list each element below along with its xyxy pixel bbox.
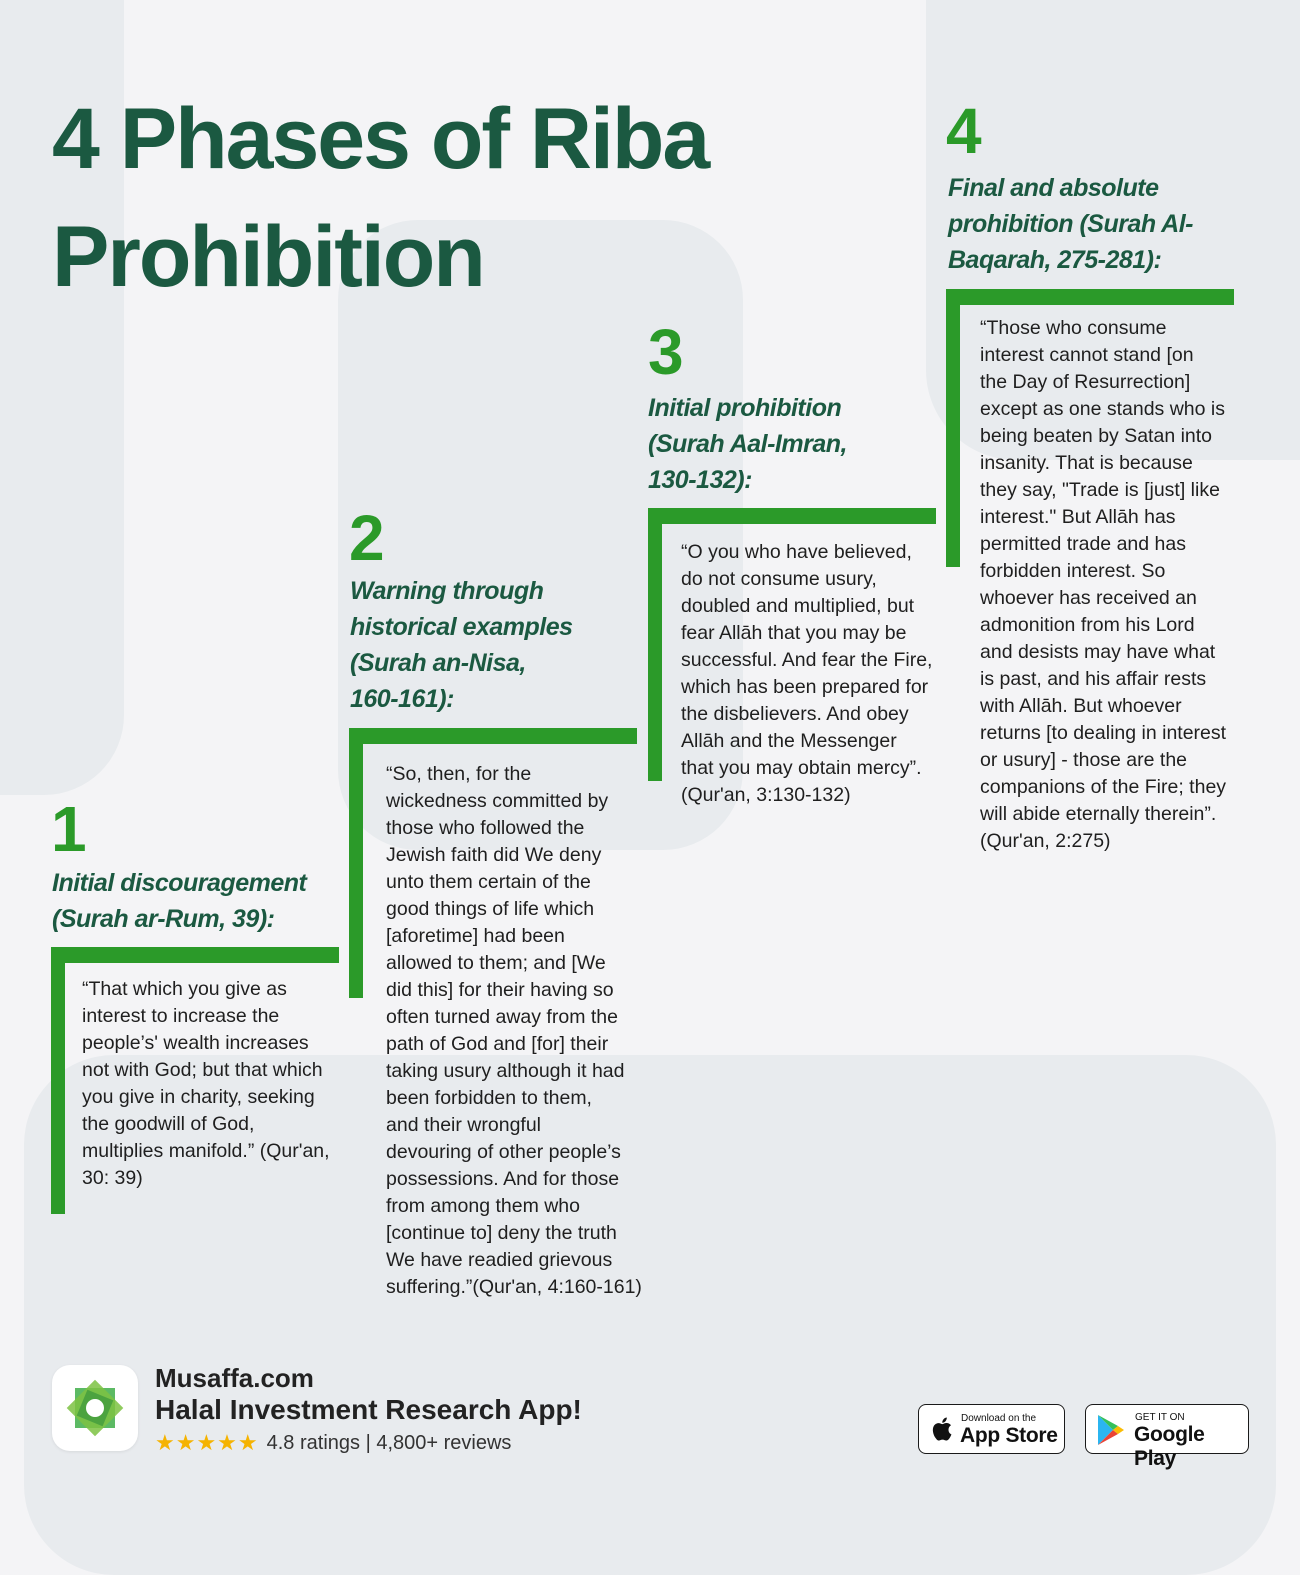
brand-name: Musaffa.com (155, 1363, 314, 1393)
phase-heading (350, 573, 573, 717)
phase-bar (51, 947, 65, 1214)
store-big-text: App Store (960, 1424, 1058, 1447)
store-big-text: Google Play (1134, 1423, 1205, 1470)
phase-heading (948, 170, 1193, 278)
ratings-text: 4.8 ratings | 4,800+ reviews (266, 1431, 512, 1454)
phase-heading (52, 865, 306, 937)
musaffa-star-logo-icon (52, 1365, 138, 1451)
heading-line: (Surah Aal-Imran, (648, 430, 847, 458)
phase-bar (946, 289, 1234, 305)
app-store-button[interactable] (918, 1404, 1065, 1454)
phase-bar (648, 508, 662, 781)
google-play-icon (1096, 1414, 1126, 1446)
phase-bar (946, 289, 960, 567)
phase-heading (648, 390, 847, 498)
heading-line: (Surah an-Nisa, (350, 649, 526, 677)
phase-number: 3 (648, 316, 684, 388)
phase-quote: “Those who consume interest cannot stand [on the Day of Resurrection] except as one stands who is being beaten by Satan into insanity. That is because they say, "Trade is [just] like interest." But Allāh has permitted trade and has forbidden interest. So whoever has received an admonition from his Lord and desists may have what is past, and his affair rests with Allāh. But whoever returns [to dealing in interest or usury] - those are the companions of the Fire; they will abide eternally therein”. (Qur'an, 2:275) (980, 317, 1227, 852)
store-small-text: GET IT ON (1135, 1412, 1185, 1423)
google-play-button[interactable] (1085, 1404, 1249, 1470)
heading-line: Warning through (350, 577, 544, 605)
store-small-text: Download on the (961, 1413, 1037, 1424)
phase-quote: “So, then, for the wickedness committed by those who followed the Jewish faith did We deny unto them certain of the good things of life which [aforetime] had been allowed to them; and [We did this] for their having so often turned away from the path of God and [for] their taking usury although it had been forbidden to them, and their wrongful devouring of other people’s possessions. And for those from among them who [continue to] deny the truth We have readied grievous suffering.”(Qur'an, 4:160-161) (386, 763, 642, 1298)
phase-bar (648, 508, 936, 524)
phase-number: 4 (946, 95, 982, 167)
heading-line: historical examples (350, 613, 573, 641)
phase-number: 2 (349, 502, 385, 574)
phase-bar (349, 728, 637, 744)
heading-line: 130-132): (648, 466, 752, 494)
phase-quote: “O you who have believed, do not consume usury, doubled and multiplied, but fear Allāh that you may be successful. And fear the Fire, which has been prepared for the disbelievers. And obey Allāh and the Messenger that you may obtain mercy”. (Qur'an, 3:130-132) (681, 541, 933, 806)
phase-bar (51, 947, 339, 963)
title-line: Prohibition (52, 209, 484, 305)
phase-bar (349, 728, 363, 998)
heading-line: Final and absolute (948, 174, 1159, 202)
heading-line: prohibition (Surah Al- (948, 210, 1193, 238)
app-logo[interactable] (52, 1365, 138, 1451)
heading-line: Initial prohibition (648, 394, 842, 422)
heading-line: (Surah ar-Rum, 39): (52, 905, 275, 933)
phase-quote: “That which you give as interest to increase the people’s' wealth increases not with God; but that which you give in charity, seeking the goodwill of God, multiplies manifold.” (Qur'an, 30: 39) (82, 978, 330, 1189)
page-title (52, 80, 708, 316)
star-rating-icon: ★★★★★ (155, 1430, 259, 1455)
apple-icon (929, 1415, 953, 1443)
title-line: 4 Phases of Riba (52, 91, 709, 187)
tagline: Halal Investment Research App! (155, 1394, 582, 1425)
phase-number: 1 (51, 793, 87, 865)
heading-line: Baqarah, 275-281): (948, 246, 1162, 274)
heading-line: 160-161): (350, 685, 454, 713)
rating-row (155, 1430, 511, 1456)
heading-line: Initial discouragement (52, 869, 307, 897)
